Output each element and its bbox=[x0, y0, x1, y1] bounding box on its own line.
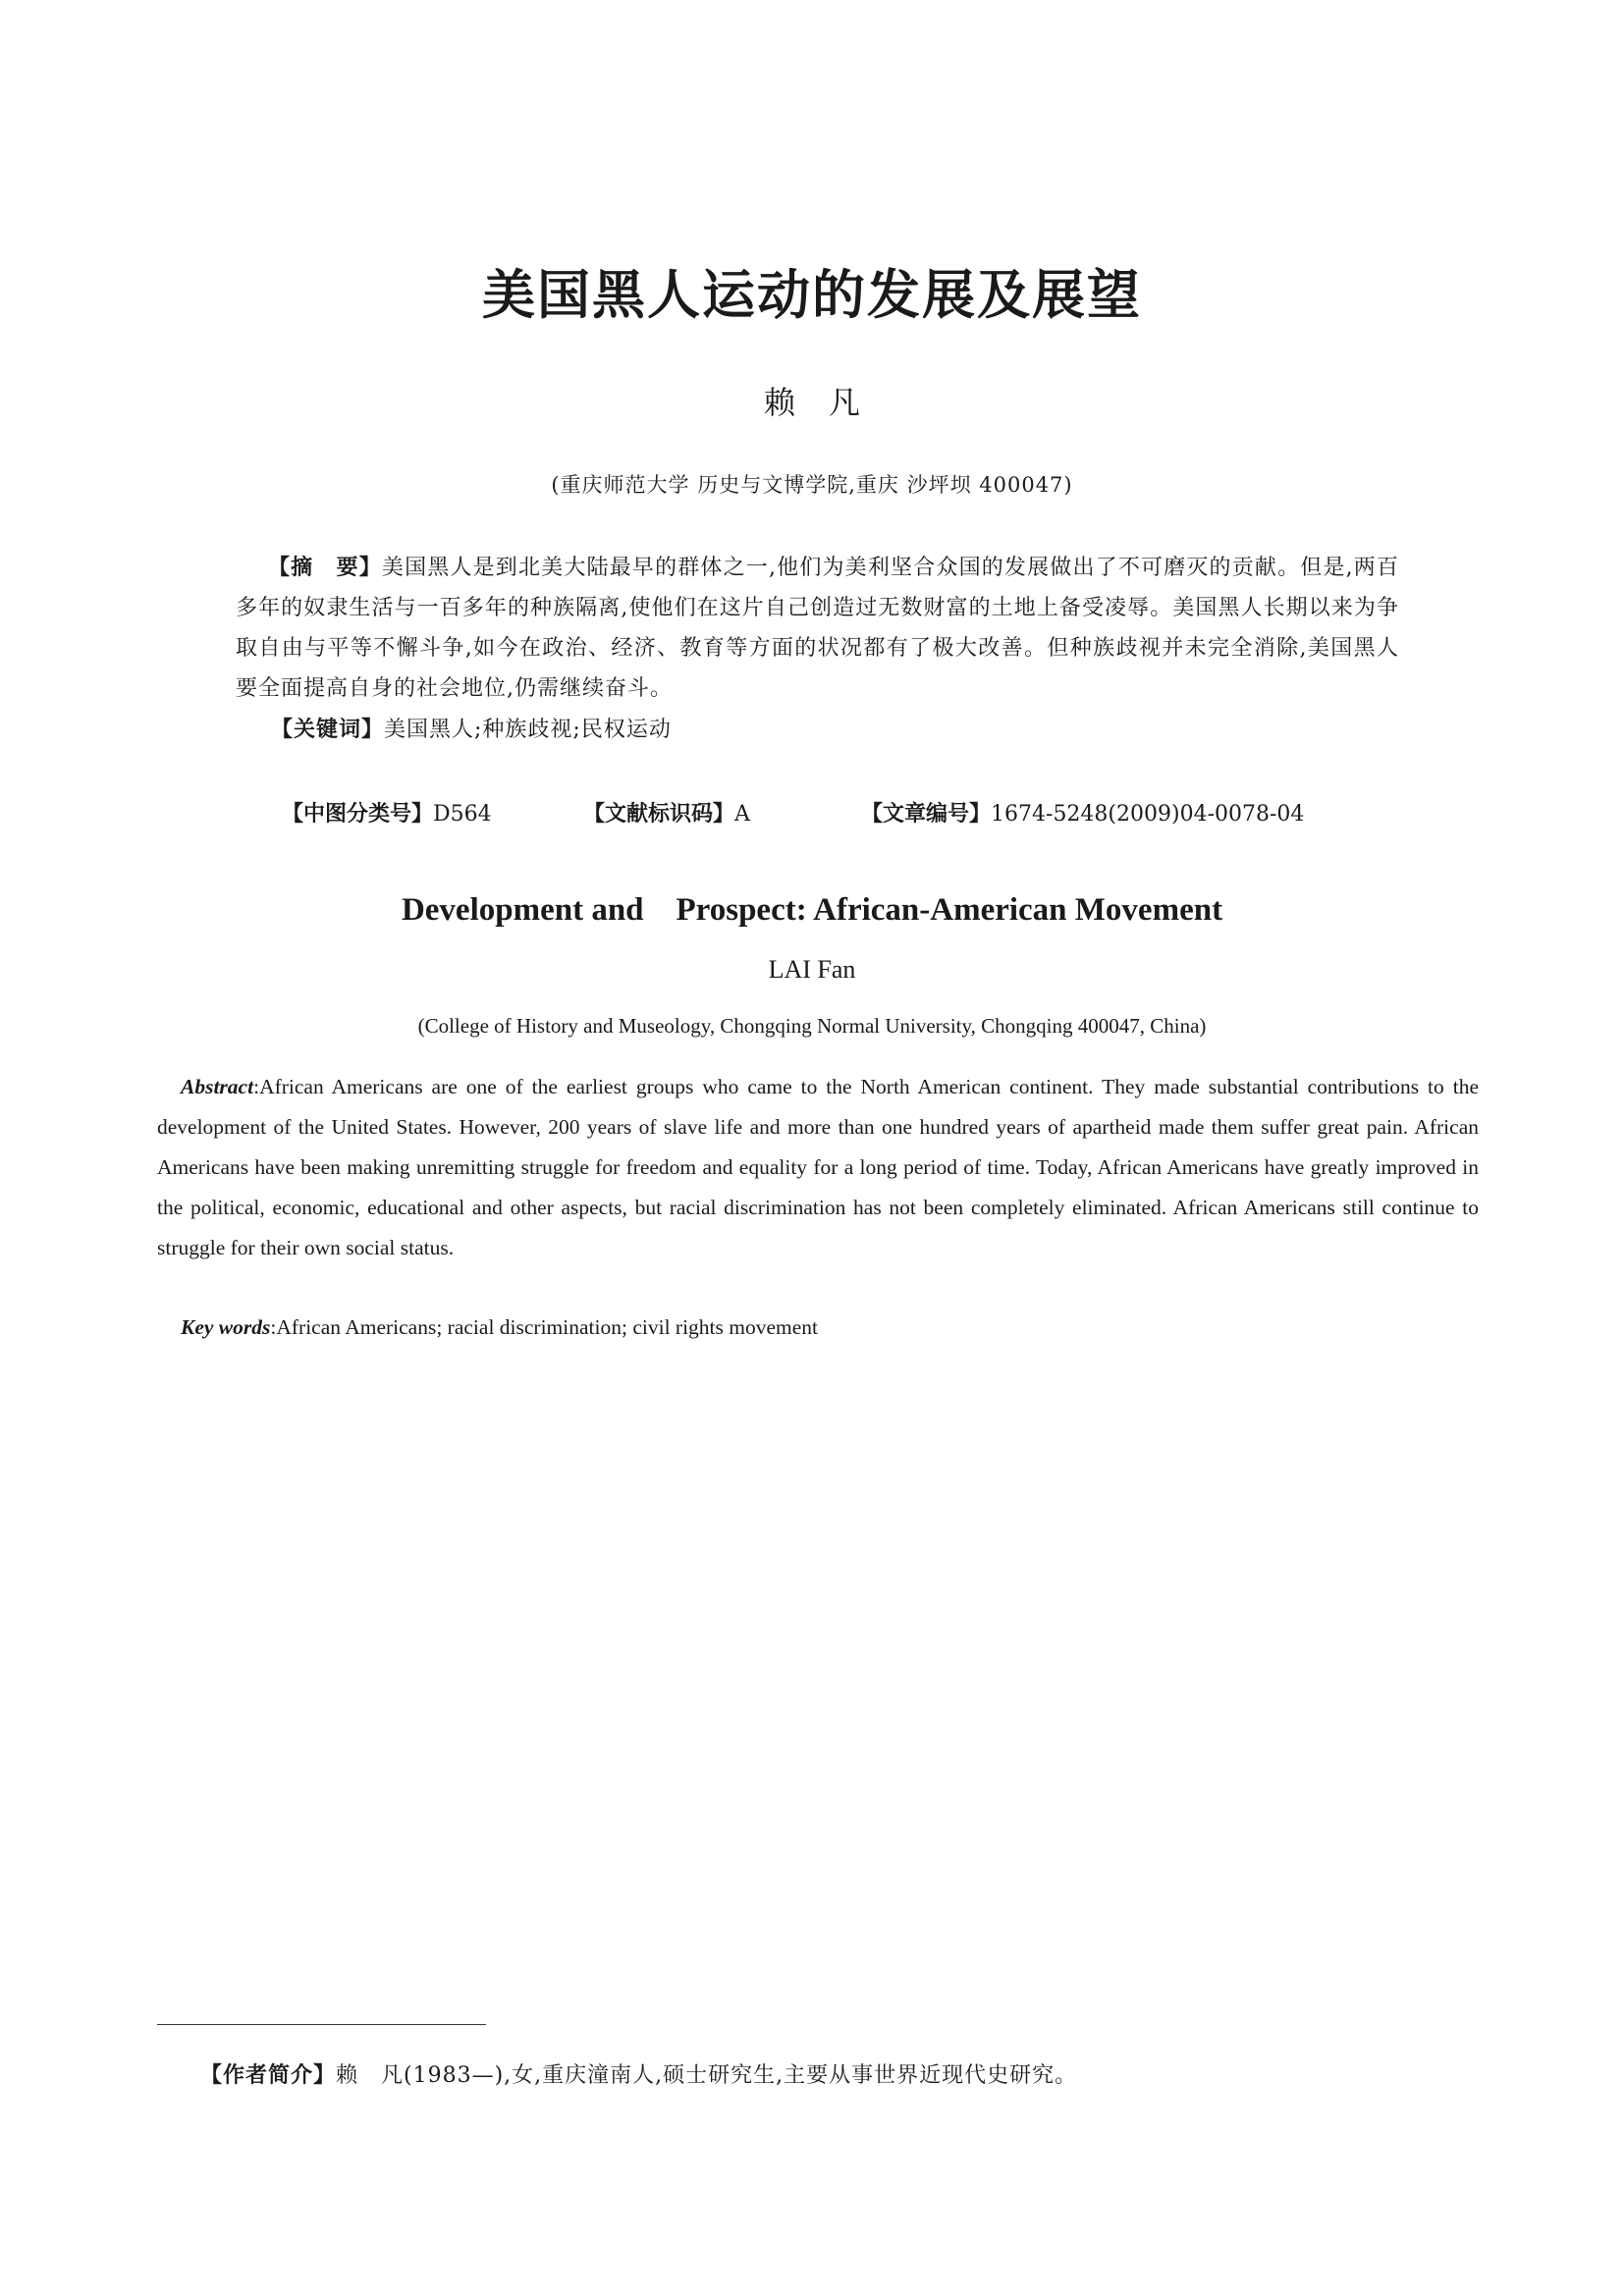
english-affiliation: (College of History and Museology, Chongqing Normal University, Chongqing 400047, China) bbox=[417, 1014, 1207, 1038]
article-id-label: 【文章编号】 bbox=[861, 802, 992, 827]
clc-number bbox=[282, 800, 492, 829]
chinese-keywords bbox=[271, 716, 672, 745]
english-keywords bbox=[181, 1312, 818, 1342]
article-id-value: 1674-5248(2009)04-0078-04 bbox=[991, 802, 1305, 827]
chinese-abstract bbox=[236, 548, 1399, 709]
english-abstract bbox=[157, 1067, 1479, 1268]
english-author-name: LAI Fan bbox=[768, 955, 856, 984]
english-abstract-text: African Americans are one of the earliest groups who came to the North American continent. They made substantial contributions to the development of the United States. However, 200 years of slave life and more than one hundred years of apartheid made them suffer great pain. African Americans have been making unremitting struggle for freedom and equality for a long period of time. Today, African Americans have greatly improved in the political, economic, educational and other aspects, but racial discrimination has not been completely eliminated. African Americans still continue to struggle for their own social status. bbox=[157, 1075, 1479, 1259]
english-keywords-text: African Americans; racial discrimination; civil rights movement bbox=[276, 1315, 819, 1339]
chinese-abstract-label: 【摘 要】 bbox=[268, 556, 382, 580]
english-keywords-sep: : bbox=[270, 1315, 277, 1339]
english-abstract-sep: : bbox=[253, 1075, 260, 1098]
english-title: Development and Prospect: African-American Movement bbox=[401, 892, 1223, 928]
clc-number-value: D564 bbox=[433, 802, 492, 827]
document-code bbox=[583, 800, 750, 829]
clc-number-label: 【中图分类号】 bbox=[282, 802, 434, 827]
author-bio-footnote bbox=[200, 2061, 1077, 2091]
author-affiliation: (重庆师范大学 历史与文博学院,重庆 沙坪坝 400047) bbox=[551, 473, 1073, 497]
author-bio-text: 赖 凡(1983—),女,重庆潼南人,硕士研究生,主要从事世界近现代史研究。 bbox=[336, 2063, 1078, 2088]
document-code-value: A bbox=[734, 802, 750, 827]
chinese-abstract-text: 美国黑人是到北美大陆最早的群体之一,他们为美利坚合众国的发展做出了不可磨灭的贡献。但是,两百多年的奴隶生活与一百多年的种族隔离,使他们在这片自己创造过无数财富的土地上备受凌辱。美国黑人长期以来为争取自由与平等不懈斗争,如今在政治、经济、教育等方面的状况都有了极大改善。但种族歧视并未完全消除,美国黑人要全面提高自身的社会地位,仍需继续奋斗。 bbox=[236, 556, 1399, 701]
article-id bbox=[861, 800, 1304, 829]
chinese-keywords-label: 【关键词】 bbox=[271, 718, 385, 742]
document-code-label: 【文献标识码】 bbox=[583, 802, 735, 827]
author-bio-label: 【作者简介】 bbox=[200, 2063, 337, 2088]
english-keywords-label: Key words bbox=[181, 1315, 271, 1339]
author-name: 赖凡 bbox=[763, 384, 893, 421]
chinese-keywords-text: 美国黑人;种族歧视;民权运动 bbox=[384, 718, 672, 742]
footnote-divider bbox=[157, 2024, 486, 2025]
english-abstract-label: Abstract bbox=[181, 1075, 254, 1098]
paper-title: 美国黑人运动的发展及展望 bbox=[482, 263, 1142, 326]
